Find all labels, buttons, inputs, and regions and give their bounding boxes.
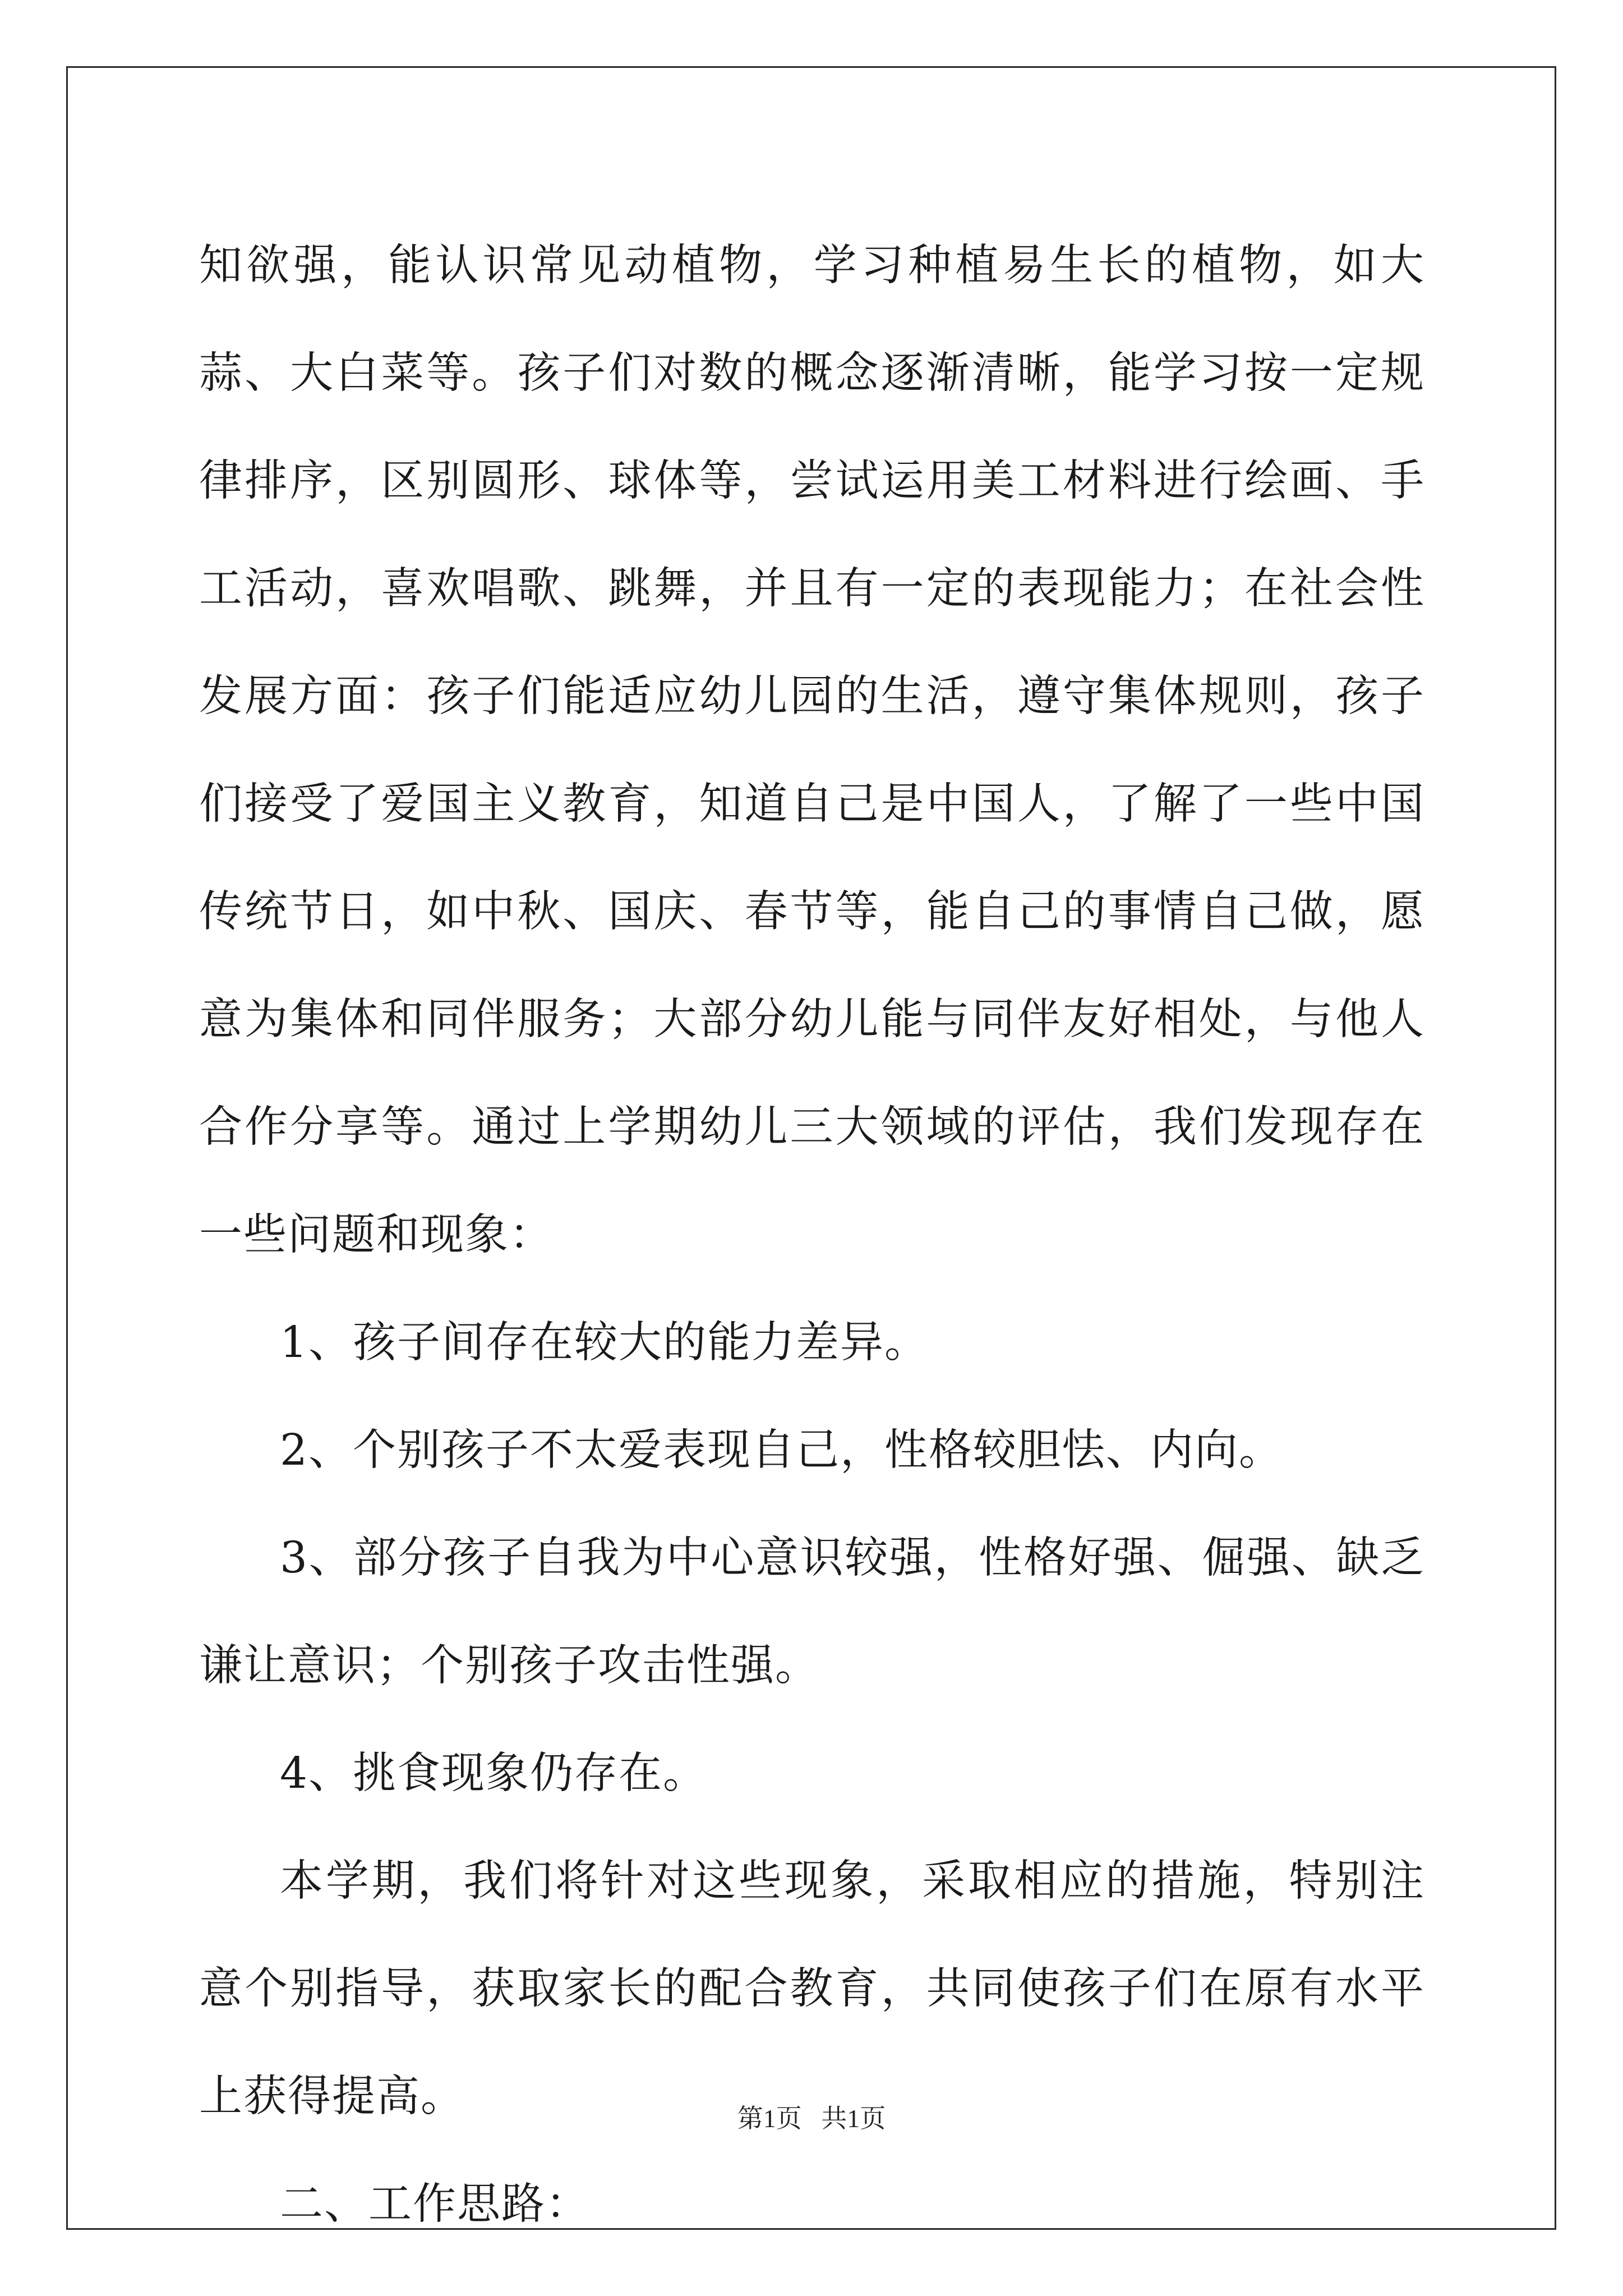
paragraph-item-1: 1、孩子间存在较大的能力差异。 — [280, 1318, 929, 1368]
paragraph-item-4: 4、挑食现象仍存在。 — [280, 1749, 707, 1798]
paragraph-item-3: 3、部分孩子自我为中心意识较强，性格好强、倔强、缺乏谦让意识；个别孩子攻击性强。 — [199, 1533, 1425, 1691]
document-body — [199, 212, 1425, 2258]
section-heading-work-ideas: 二、工作思路： — [280, 2179, 590, 2229]
paragraph-item-2: 2、个别孩子不太爱表现自己，性格较胆怯、内向。 — [280, 1425, 1283, 1475]
page-number-footer: 第1页 共1页 — [737, 2104, 886, 2133]
paragraph-intro: 知欲强，能认识常见动植物，学习种植易生长的植物，如大蒜、大白菜等。孩子们对数的概念逐渐清晰，能学习按一定规律排序，区别圆形、球体等，尝试运用美工材料进行绘画、手工活动，喜欢唱歌、跳舞，并且有一定的表现能力；在社会性发展方面：孩子们能适应幼儿园的生活，遵守集体规则，孩子们接受了爱国主义教育，知道自己是中国人，了解了一些中国传统节日，如中秋、国庆、春节等，能自己的事情自己做，愿意为集体和同伴服务；大部分幼儿能与同伴友好相处，与他人合作分享等。通过上学期幼儿三大领域的评估，我们发现存在一些问题和现象： — [199, 241, 1425, 1260]
paragraph-plan: 本学期，我们将针对这些现象，采取相应的措施，特别注意个别指导，获取家长的配合教育，共同使孩子们在原有水平上获得提高。 — [199, 1856, 1425, 2122]
